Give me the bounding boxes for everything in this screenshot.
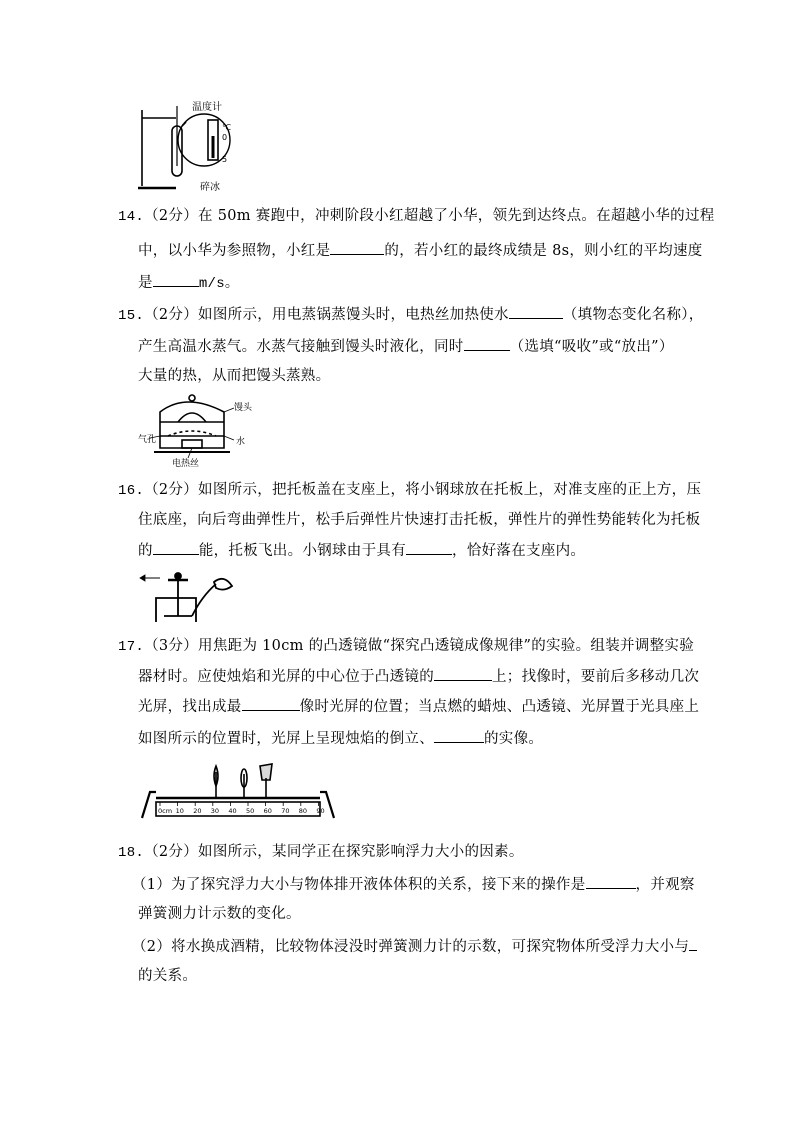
launcher-figure — [138, 566, 242, 626]
answer-blank[interactable] — [242, 696, 300, 711]
air-hole-label: 气孔 — [138, 435, 157, 445]
ruler-tick-label: 20 — [193, 807, 202, 815]
crushed-ice-label: 碎冰 — [200, 182, 220, 192]
ruler-tick-label: 40 — [228, 807, 237, 815]
question-score: （3分） — [144, 638, 199, 654]
answer-blank[interactable] — [586, 874, 636, 889]
question-number: 17. — [118, 639, 145, 655]
q15-line-2: 产生高温水蒸气。水蒸气接触到馒头时液化，同时 （选填“吸收”或“放出”） — [138, 336, 674, 357]
scale-zero-label: 0 — [222, 133, 228, 142]
ruler-tick-label: 0cm — [158, 807, 173, 815]
q18-sub1-line-1: （1）为了探究浮力大小与物体排开液体体积的关系，接下来的操作是 ，并观察 — [132, 874, 695, 895]
q15-line-1: 15.（2分）如图所示，用电蒸锅蒸馒头时，电热丝加热使水 （填物态变化名称）， — [118, 304, 704, 326]
answer-blank[interactable] — [689, 936, 697, 951]
optical-bench-figure — [140, 758, 336, 822]
q18-sub2-line-2: 的关系。 — [138, 968, 198, 984]
q16-line-2: 住底座，向后弯曲弹性片，松手后弹性片快速打击托板，弹性片的弹性势能转化为托板 — [138, 512, 701, 528]
answer-blank[interactable] — [153, 272, 199, 287]
q16-line-1: 16.（2分）如图所示，把托板盖在支座上，将小钢球放在托板上，对准支座的正上方，压 — [118, 482, 702, 499]
q18-line-1: 18.（2分）如图所示，某同学正在探究影响浮力大小的因素。 — [118, 844, 524, 861]
ruler-tick-label: 10 — [175, 807, 184, 815]
answer-blank[interactable] — [509, 304, 563, 319]
answer-blank[interactable] — [434, 666, 492, 681]
heating-wire-label: 电热丝 — [172, 459, 200, 469]
ruler-tick-label: 50 — [246, 807, 255, 815]
q18-sub2-line-1: （2）将水换成酒精，比较物体浸没时弹簧测力计的示数，可探究物体所受浮力大小与 — [132, 936, 697, 957]
mantou-label: 馒头 — [234, 403, 253, 413]
answer-blank[interactable] — [330, 240, 384, 255]
q15-line-3: 大量的热，从而把馒头蒸熟。 — [138, 368, 331, 384]
thermometer-label: 温度计 — [192, 102, 222, 113]
q16-line-3: 的 能，托板飞出。小钢球由于具有 ，恰好落在支座内。 — [138, 540, 585, 561]
q14-line-1: 14.（2分）在 50m 赛跑中，冲刺阶段小红超越了小华，领先到达终点。在超越小华的过程 — [118, 208, 715, 225]
q17-line-1: 17.（3分）用焦距为 10cm 的凸透镜做“探究凸透镜成像规律”的实验。组装并调整实验 — [118, 638, 695, 655]
question-score: （2分） — [144, 844, 199, 860]
celsius-label: ℃ — [222, 123, 231, 132]
ruler-tick-label: 90 — [316, 807, 325, 815]
thermometer-ice-figure — [136, 100, 246, 192]
question-score: （2分） — [144, 307, 199, 323]
q17-line-3: 光屏，找出成最 像时光屏的位置；当点燃的蜡烛、凸透镜、光屏置于光具座上 — [138, 696, 699, 717]
question-number: 16. — [118, 483, 145, 499]
question-score: （2分） — [144, 208, 199, 224]
steamer-figure — [138, 390, 258, 470]
q14-line-3: 是 m/s。 — [138, 272, 239, 294]
answer-blank[interactable] — [153, 540, 199, 555]
q18-sub1-line-2: 弹簧测力计示数的变化。 — [138, 906, 301, 922]
q14-line-2: 中，以小华为参照物，小红是 的，若小红的最终成绩是 8s，则小红的平均速度 — [138, 240, 703, 261]
water-label: 水 — [236, 437, 246, 447]
ruler-tick-label: 70 — [281, 807, 290, 815]
answer-blank[interactable] — [464, 336, 510, 351]
question-number: 14. — [118, 209, 145, 225]
ruler-ticks — [158, 802, 325, 815]
q17-line-2: 器材时。应使烛焰和光屏的中心位于凸透镜的 上；找像时，要前后多移动几次 — [138, 666, 699, 687]
ruler-tick-label: 60 — [263, 807, 272, 815]
question-number: 15. — [118, 308, 145, 324]
answer-blank[interactable] — [406, 540, 452, 555]
ruler-tick-label: 80 — [298, 807, 308, 815]
q17-line-4: 如图所示的位置时，光屏上呈现烛焰的倒立、 的实像。 — [138, 728, 543, 749]
scale-five-label: 5 — [222, 155, 228, 164]
ruler-tick-label: 30 — [210, 807, 220, 815]
question-number: 18. — [118, 845, 145, 861]
question-score: （2分） — [144, 482, 199, 498]
answer-blank[interactable] — [434, 728, 484, 743]
